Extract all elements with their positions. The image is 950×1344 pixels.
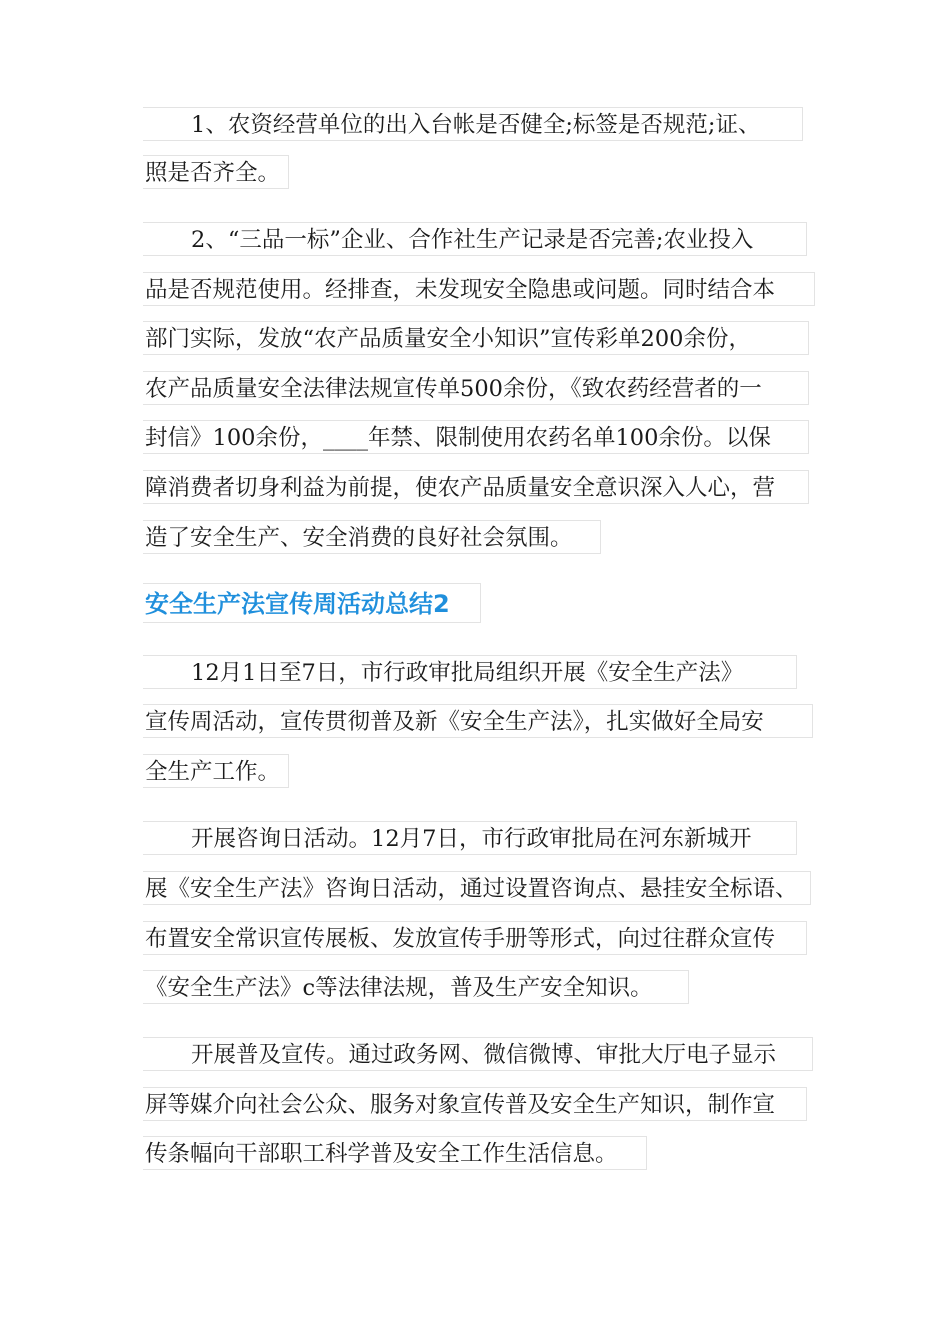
paragraph-line: 传条幅向干部职工科学普及安全工作生活信息。 <box>143 1136 647 1170</box>
paragraph-line: 部门实际，发放“农产品质量安全小知识”宣传彩单200余份， <box>143 321 809 355</box>
paragraph-line: 造了安全生产、安全消费的良好社会氛围。 <box>143 520 601 554</box>
paragraph-line: 12月1日至7日，市行政审批局组织开展《安全生产法》 <box>143 655 797 689</box>
paragraph-line: 开展普及宣传。通过政务网、微信微博、审批大厅电子显示 <box>143 1037 813 1071</box>
paragraph-line: 屏等媒介向社会公众、服务对象宣传普及安全生产知识，制作宣 <box>143 1087 807 1121</box>
paragraph-line: 障消费者切身利益为前提，使农产品质量安全意识深入人心，营 <box>143 470 809 504</box>
paragraph-line: 封信》100余份，____年禁、限制使用农药名单100余份。以保 <box>143 420 809 454</box>
paragraph-line: 1、农资经营单位的出入台帐是否健全;标签是否规范;证、 <box>143 107 803 141</box>
paragraph-line: 照是否齐全。 <box>143 155 289 189</box>
paragraph-line: 展《安全生产法》咨询日活动，通过设置咨询点、悬挂安全标语、 <box>143 871 811 905</box>
paragraph-line: 2、“三品一标”企业、合作社生产记录是否完善;农业投入 <box>143 222 807 256</box>
section-heading: 安全生产法宣传周活动总结2 <box>143 583 481 623</box>
paragraph-line: 农产品质量安全法律法规宣传单500余份，《致农药经营者的一 <box>143 371 809 405</box>
paragraph-line: 宣传周活动，宣传贯彻普及新《安全生产法》，扎实做好全局安 <box>143 704 813 738</box>
paragraph-line: 布置安全常识宣传展板、发放宣传手册等形式，向过往群众宣传 <box>143 921 807 955</box>
paragraph-line: 品是否规范使用。经排查，未发现安全隐患或问题。同时结合本 <box>143 272 815 306</box>
paragraph-line: 开展咨询日活动。12月7日，市行政审批局在河东新城开 <box>143 821 797 855</box>
paragraph-line: 全生产工作。 <box>143 754 289 788</box>
paragraph-line: 《安全生产法》c等法律法规，普及生产安全知识。 <box>143 970 689 1004</box>
